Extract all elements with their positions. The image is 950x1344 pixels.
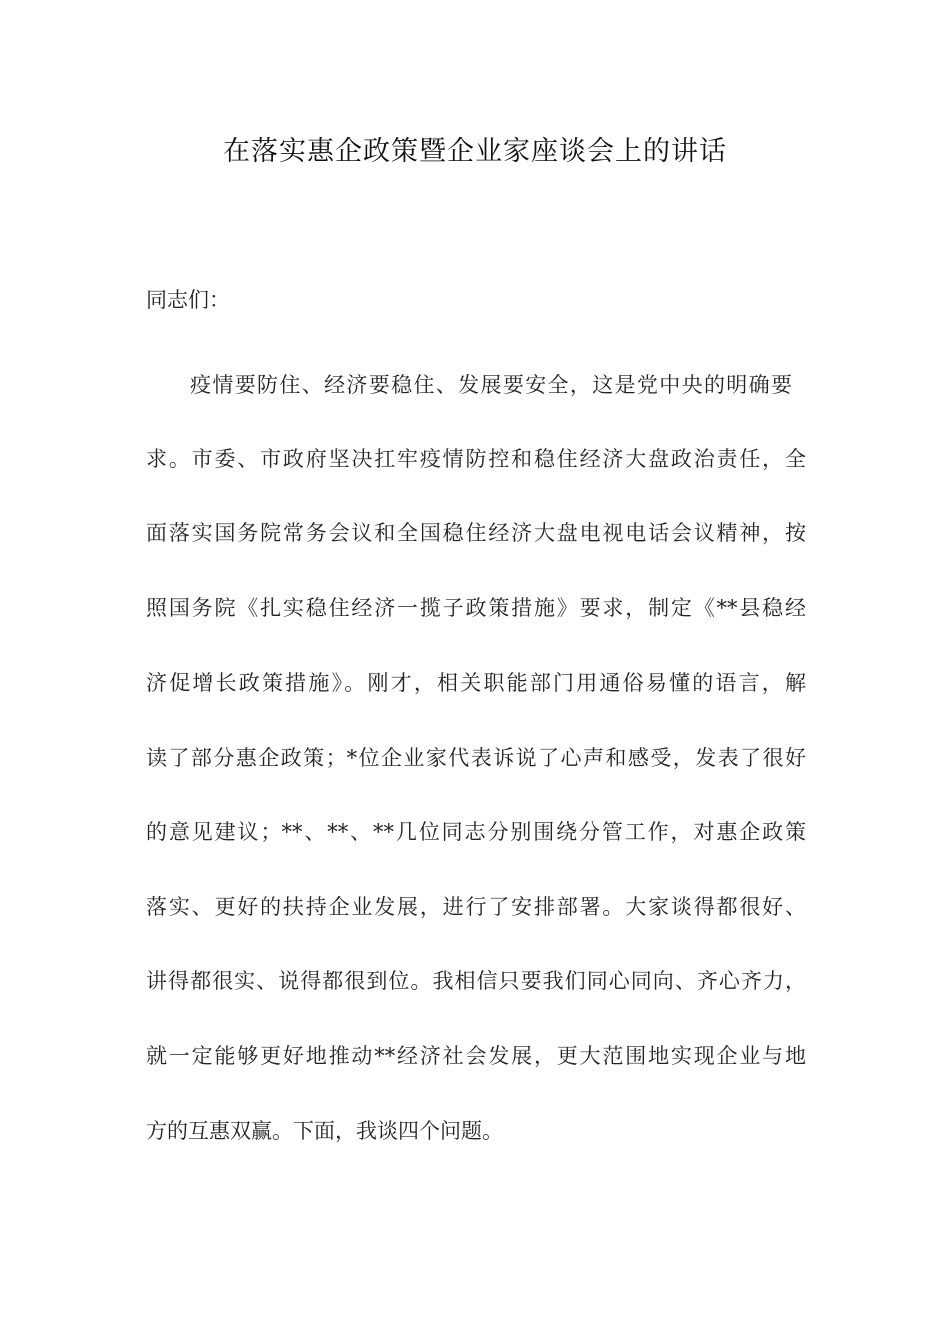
paragraph-line: 疫情要防住、经济要稳住、发展要安全，这是党中央的明确要 <box>190 373 792 397</box>
paragraph-line: 求。市委、市政府坚决扛牢疫情防控和稳住经济大盘政治责任，全 <box>146 447 806 471</box>
paragraph-line: 面落实国务院常务会议和全国稳住经济大盘电视电话会议精神，按 <box>146 521 806 545</box>
paragraph-line: 读了部分惠企政策；*位企业家代表诉说了心声和感受，发表了很好 <box>146 746 806 770</box>
paragraph-line: 的意见建议；**、**、**几位同志分别围绕分管工作，对惠企政策 <box>146 820 806 844</box>
paragraph-line: 讲得都很实、说得都很到位。我相信只要我们同心同向、齐心齐力， <box>146 969 806 993</box>
salutation: 同志们： <box>146 288 230 312</box>
paragraph-line: 照国务院《扎实稳住经济一揽子政策措施》要求，制定《**县稳经 <box>146 596 806 620</box>
document-title: 在落实惠企政策暨企业家座谈会上的讲话 <box>223 136 727 167</box>
paragraph-line: 方的互惠双赢。下面，我谈四个问题。 <box>146 1119 503 1143</box>
paragraph-line: 落实、更好的扶持企业发展，进行了安排部署。大家谈得都很好、 <box>146 895 806 919</box>
paragraph-line: 就一定能够更好地推动**经济社会发展，更大范围地实现企业与地 <box>146 1044 806 1068</box>
paragraph-line: 济促增长政策措施》。刚才，相关职能部门用通俗易懂的语言，解 <box>146 671 806 695</box>
